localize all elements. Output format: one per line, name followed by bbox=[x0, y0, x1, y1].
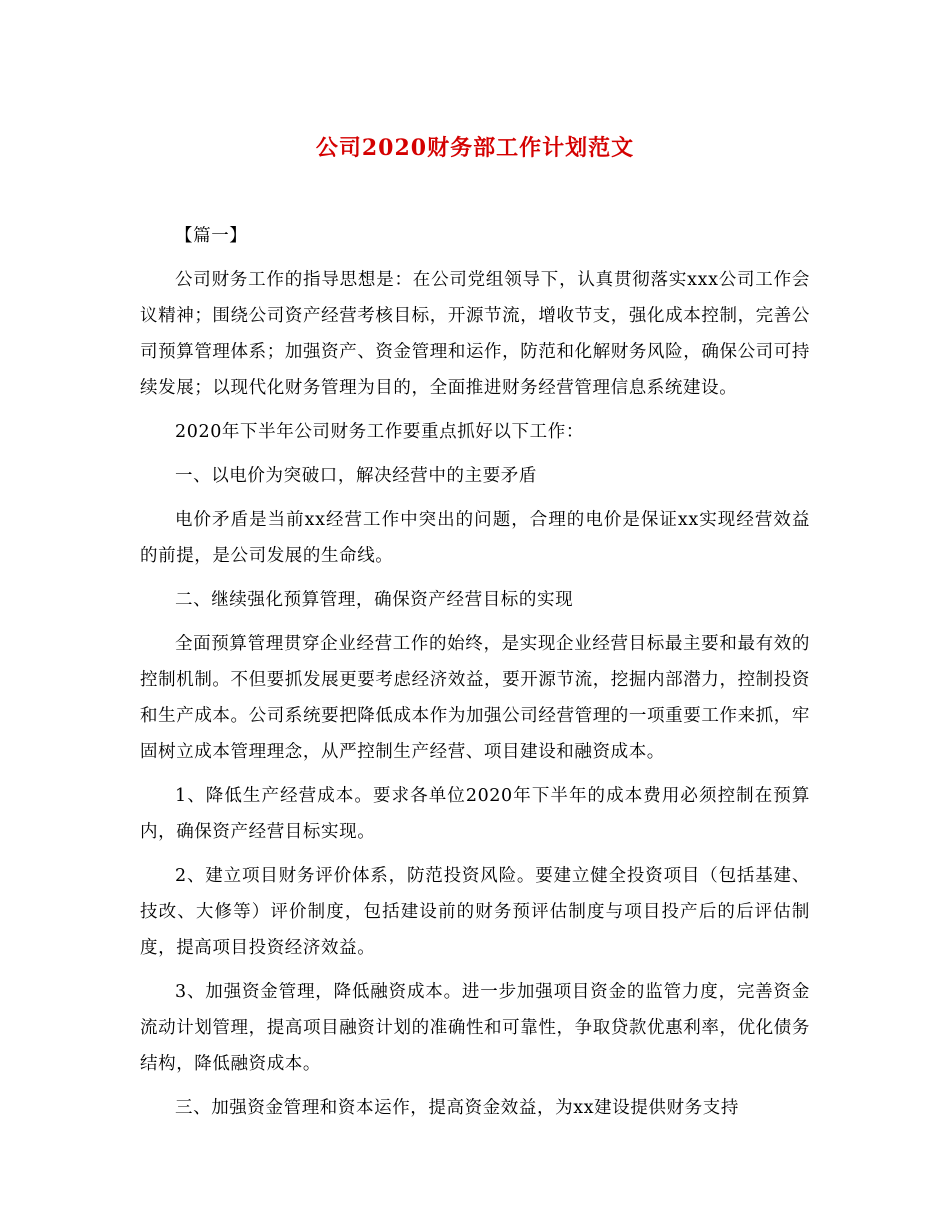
document-title: 公司2020财务部工作计划范文 bbox=[315, 135, 635, 161]
paragraph-reduce-costs: 1、降低生产经营成本。要求各单位2020年下半年的成本费用必须控制在预算内，确保资产经营目标实现。 bbox=[140, 786, 810, 842]
paragraph-project-evaluation: 2、建立项目财务评价体系，防范投资风险。要建立健全投资项目（包括基建、技改、大修等）评价制度，包括建设前的财务预评估制度与项目投产后的后评估制度，提高项目投资经济效益。 bbox=[140, 866, 810, 958]
heading-item-1: 一、以电价为突破口，解决经营中的主要矛盾 bbox=[175, 466, 537, 486]
paragraph-fund-management: 3、加强资金管理，降低融资成本。进一步加强项目资金的监管力度，完善资金流动计划管理，提高项目融资计划的准确性和可靠性，争取贷款优惠利率，优化债务结构，降低融资成本。 bbox=[140, 982, 810, 1074]
heading-item-2: 二、继续强化预算管理，确保资产经营目标的实现 bbox=[175, 590, 574, 610]
paragraph-budget-management: 全面预算管理贯穿企业经营工作的始终，是实现企业经营目标最主要和最有效的控制机制。不但要抓发展更要考虑经济效益，要开源节流，挖掘内部潜力，控制投资和生产成本。公司系统要把降低成本作为加强公司经营管理的一项重要工作来抓，牢固树立成本管理理念，从严控制生产经营、项目建设和融资成本。 bbox=[140, 634, 810, 762]
paragraph-key-tasks-intro: 2020年下半年公司财务工作要重点抓好以下工作： bbox=[175, 422, 584, 442]
paragraph-guiding-principle: 公司财务工作的指导思想是：在公司党组领导下，认真贯彻落实xxx公司工作会议精神；围绕公司资产经营考核目标，开源节流，增收节支，强化成本控制，完善公司预算管理体系；加强资产、资金管理和运作，防范和化解财务风险，确保公司可持续发展；以现代化财务管理为目的，全面推进财务经营管理信息系统建设。 bbox=[140, 270, 810, 398]
section-heading: 【篇一】 bbox=[175, 226, 248, 246]
heading-item-3: 三、加强资金管理和资本运作，提高资金效益，为xx建设提供财务支持 bbox=[175, 1098, 739, 1118]
document-body bbox=[140, 218, 810, 1134]
paragraph-electricity-price: 电价矛盾是当前xx经营工作中突出的问题，合理的电价是保证xx实现经营效益的前提，是公司发展的生命线。 bbox=[140, 510, 810, 566]
